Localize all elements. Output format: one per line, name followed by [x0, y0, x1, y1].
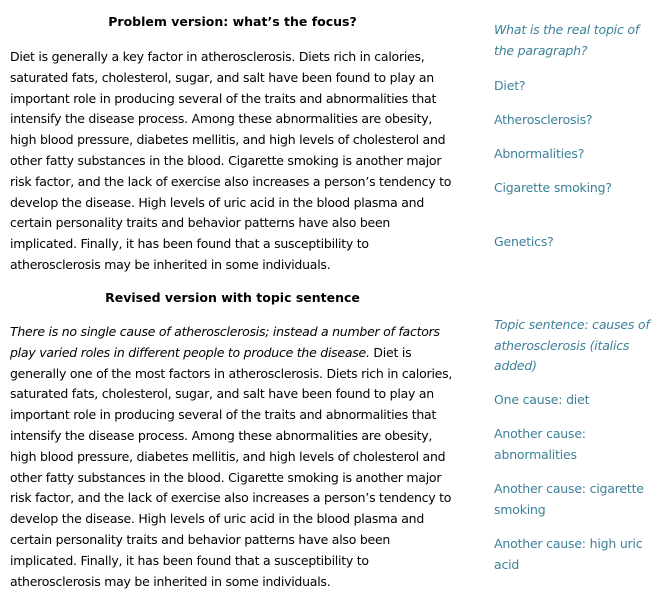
note-option-abnormalities: Abnormalities? — [494, 146, 585, 161]
note-cause-abnormalities: Another cause: abnormalities — [494, 426, 586, 462]
problem-heading: Problem version: what’s the focus? — [108, 14, 357, 29]
note-question: What is the real topic of the paragraph? — [494, 22, 640, 58]
problem-paragraph: Diet is generally a key factor in atherosclerosis. Diets rich in calories, saturated fats, cholesterol, sugar, and salt have been found to play an important role in producing several of the traits and abnormalities that intensify the disease process. Among these abnormalities are obesity, high blood pressure, diabetes mellitis, and high levels of cholesterol and other fatty substances in the blood. Cigarette smoking is another major risk factor, and the lack of exercise also increases a person’s tendency to develop the disease. High levels of uric acid in the blood plasma and certain personality traits and behavior patterns have also been implicated. Finally, it has been found that a susceptibility to atherosclerosis may be inherited in some individuals. — [10, 49, 452, 272]
revised-paragraph — [10, 322, 455, 592]
note-option-diet: Diet? — [494, 78, 526, 93]
note-cause-diet: One cause: diet — [494, 392, 590, 407]
topic-sentence: There is no single cause of atherosclerosis; instead a number of factors play varied roles in different people to produce the disease. — [10, 324, 440, 360]
revised-heading: Revised version with topic sentence — [105, 290, 360, 305]
revised-paragraph-body: Diet is generally one of the most factors in atherosclerosis. Diets rich in calories, saturated fats, cholesterol, sugar, and salt have been found to play an important role in producing several of the traits and abnormalities that intensify the disease process. Among these abnormalities are obesity, high blood pressure, diabetes mellitis, and high levels of cholesterol and other fatty substances in the blood. Cigarette smoking is another major risk factor, and the lack of exercise also increases a person’s tendency to develop the disease. High levels of uric acid in the blood plasma and certain personality traits and behavior patterns have also been implicated. Finally, it has been found that a susceptibility to atherosclerosis may be inherited in some individuals. — [10, 344, 453, 589]
note-cause-smoking: Another cause: cigarette smoking — [494, 481, 644, 517]
note-option-atherosclerosis: Atherosclerosis? — [494, 112, 593, 127]
note-option-genetics: Genetics? — [494, 234, 554, 249]
note-topic-sentence: Topic sentence: causes of atherosclerosis (italics added) — [494, 317, 650, 373]
note-cause-uric-acid: Another cause: high uric acid — [494, 536, 643, 572]
note-option-smoking: Cigarette smoking? — [494, 180, 612, 195]
